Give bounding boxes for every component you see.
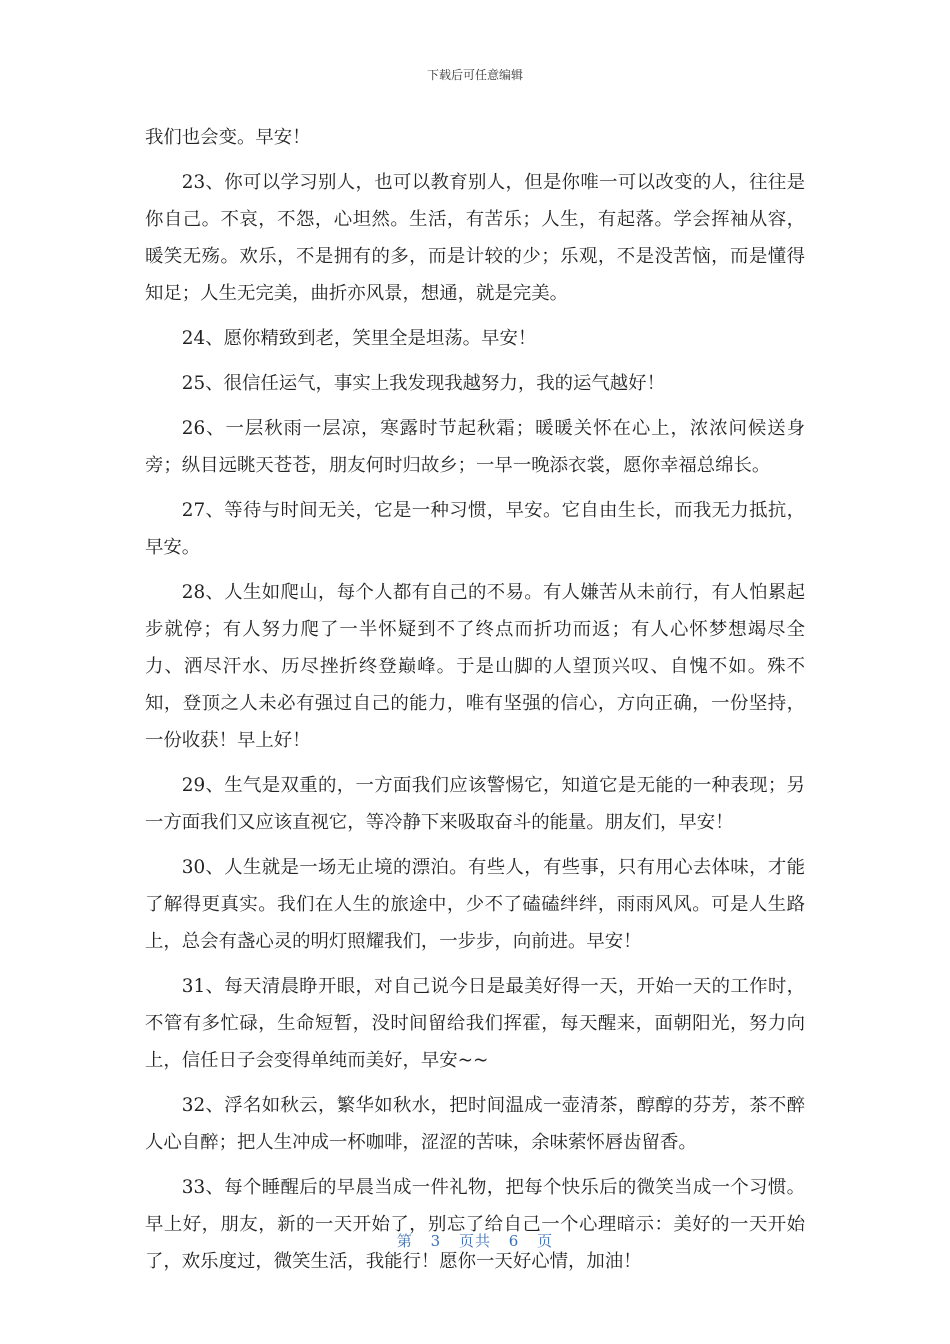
footer-page-number: 3: [430, 1232, 442, 1250]
paragraph: 30、人生就是一场无止境的漂泊。有些人，有些事，只有用心去体味，才能了解得更真实。我们在人生的旅途中，少不了磕磕绊绊，雨雨风风。可是人生路上，总会有盏心灵的明灯照耀我们，一步步，向前进。早安！: [145, 857, 805, 952]
footer-total-pages: 6: [508, 1232, 520, 1250]
paragraph: 23、你可以学习别人，也可以教育别人，但是你唯一可以改变的人，往往是你自己。不哀，不怨，心坦然。生活，有苦乐；人生，有起落。学会挥袖从容，暖笑无殇。欢乐，不是拥有的多，而是计较的少；乐观，不是没苦恼，而是懂得知足；人生无完美，曲折亦风景，想通，就是完美。: [145, 172, 805, 304]
document-body: [145, 119, 805, 1288]
paragraph: 32、浮名如秋云，繁华如秋水，把时间温成一壶清茶，醇醇的芬芳，茶不醉人心自醉；把人生冲成一杯咖啡，涩涩的苦味，余味萦怀唇齿留香。: [145, 1095, 805, 1153]
footer-suffix: 页: [537, 1232, 554, 1250]
page-header: 下载后可任意编辑: [426, 68, 523, 82]
footer-prefix: 第: [396, 1232, 413, 1250]
footer-middle: 页共: [458, 1232, 491, 1250]
paragraph: 24、愿你精致到老，笑里全是坦荡。早安！: [181, 328, 537, 349]
paragraph: 26、一层秋雨一层凉，寒露时节起秋霜；暖暖关怀在心上，浓浓问候送身旁；纵目远眺天苍苍，朋友何时归故乡；一早一晚添衣裳，愿你幸福总绵长。: [145, 418, 805, 476]
paragraph: 29、生气是双重的，一方面我们应该警惕它，知道它是无能的一种表现；另一方面我们又应该直视它，等冷静下来吸取奋斗的能量。朋友们，早安！: [145, 775, 805, 833]
paragraph: 27、等待与时间无关，它是一种习惯，早安。它自由生长，而我无力抵抗，早安。: [145, 500, 805, 558]
paragraph: 31、每天清晨睁开眼，对自己说今日是最美好得一天，开始一天的工作时，不管有多忙碌，生命短暂，没时间留给我们挥霍，每天醒来，面朝阳光，努力向上，信任日子会变得单纯而美好，早安~~: [145, 976, 805, 1071]
page-footer: [0, 1230, 950, 1251]
paragraph: 33、每个睡醒后的早晨当成一件礼物，把每个快乐后的微笑当成一个习惯。早上好，朋友，新的一天开始了，别忘了给自己一个心理暗示：美好的一天开始了，欢乐度过，微笑生活，我能行！愿你一天好心情，加油！: [145, 1177, 805, 1272]
paragraph: 25、很信任运气，事实上我发现我越努力，我的运气越好！: [181, 373, 665, 394]
paragraph: 我们也会变。早安！: [145, 127, 311, 148]
paragraph: 28、人生如爬山，每个人都有自己的不易。有人嫌苦从未前行，有人怕累起步就停；有人努力爬了一半怀疑到不了终点而折功而返；有人心怀梦想竭尽全力、洒尽汗水、历尽挫折终登巅峰。于是山脚的人望顶兴叹、自愧不如。殊不知，登顶之人未必有强过自己的能力，唯有坚强的信心，方向正确，一份坚持，一份收获！早上好！: [145, 582, 805, 751]
